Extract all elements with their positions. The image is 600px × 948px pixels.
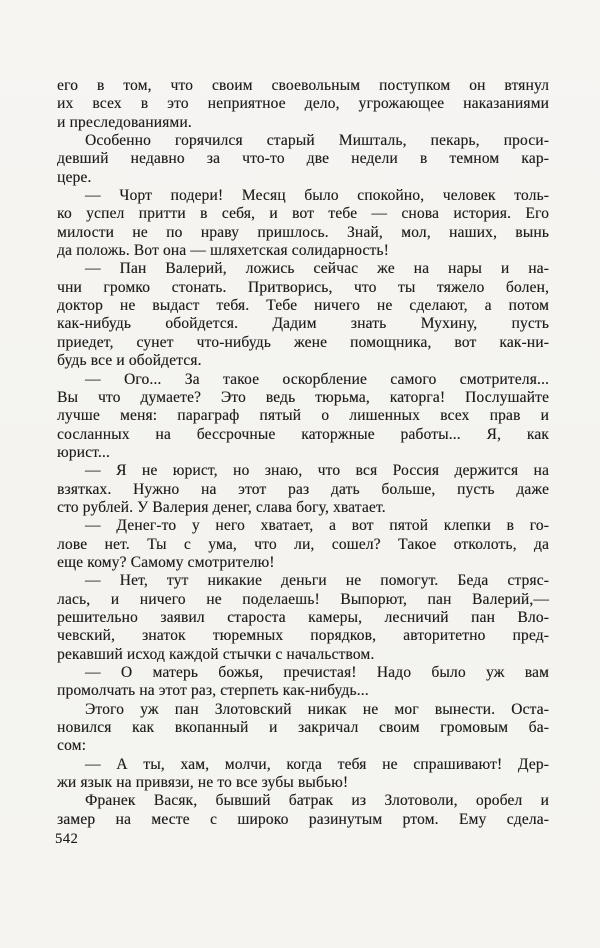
text-line: доктор не выдаст тебя. Тебе ничего не сделают, а потом	[57, 297, 549, 315]
text-line: цере.	[57, 168, 92, 186]
text-line: замер на месте с широко разинутым ртом. Ему сдела-	[57, 810, 549, 828]
text-line: — Я не юрист, но знаю, что вся Россия держится на	[85, 462, 549, 480]
text-line: — Денег-то у него хватает, а вот пятой клепки в го-	[85, 517, 549, 535]
text-line: Этого уж пан Злотовский никак не мог вынести. Оста-	[85, 700, 549, 718]
text-line: да положь. Вот она — шляхетская солидарность!	[57, 242, 389, 260]
text-line: взятках. Нужно на этот раз дать больше, пусть даже	[57, 480, 549, 498]
text-line: лучше меня: параграф пятый о лишенных всех прав и	[57, 407, 549, 425]
text-line: юрист...	[57, 443, 110, 461]
text-line: промолчать на этот раз, стерпеть как-нибудь...	[57, 682, 369, 700]
text-line: и преследованиями.	[57, 113, 192, 131]
text-line: чни громко стонать. Притворись, что ты тяжело болен,	[57, 278, 549, 296]
text-line: их всех в это неприятное дело, угрожающее наказаниями	[57, 95, 549, 113]
page-number: 542	[55, 831, 79, 847]
text-line: — Ого... За такое оскорбление самого смотрителя...	[85, 370, 549, 388]
text-line: сосланных на бессрочные каторжные работы... Я, как	[57, 425, 549, 443]
text-line: милости не по нраву пришлось. Знай, мол, наших, вынь	[57, 223, 549, 241]
text-line: Вы что думаете? Это ведь тюрьма, каторга! Послушайте	[57, 388, 549, 406]
text-line: — Нет, тут никакие деньги не помогут. Беда стряс-	[85, 572, 549, 590]
text-line: — Пан Валерий, ложись сейчас же на нары и на-	[85, 260, 549, 278]
text-line: как-нибудь обойдется. Дадим знать Мухину, пусть	[57, 315, 549, 333]
text-line: новился как вкопанный и закричал своим громовым ба-	[57, 719, 549, 737]
text-line: будь все и обойдется.	[57, 352, 202, 370]
text-line: чевский, знаток тюремных порядков, авторитетно пред-	[57, 627, 549, 645]
text-line: приедет, сунет что-нибудь жене помощника, вот как-ни-	[57, 333, 549, 351]
text-line: — О матерь божья, пречистая! Надо было уж вам	[85, 664, 549, 681]
text-line: решительно заявил староста камеры, лесничий пан Вло-	[57, 608, 549, 626]
text-line: рекавший исход каждой стычки с начальством.	[57, 645, 375, 663]
text-line: сом:	[57, 737, 87, 755]
text-line: еще кому? Самому смотрителю!	[57, 553, 275, 571]
text-line: — А ты, хам, молчи, когда тебя не спрашивают! Дер-	[85, 755, 549, 773]
text-line: — Чорт подери! Месяц было спокойно, человек толь-	[85, 187, 549, 205]
text-line: девший недавно за что-то две недели в темном кар-	[57, 150, 549, 168]
text-line: Франек Васяк, бывший батрак из Злотоволи, оробел и	[85, 792, 549, 810]
text-line: его в том, что своим своевольным поступком он втянул	[57, 77, 549, 94]
text-line: Особенно горячился старый Мишталь, пекарь, проси-	[85, 132, 549, 150]
text-line: лась, и ничего не поделаешь! Выпорют, пан Валерий,—	[57, 590, 549, 608]
text-line: жи язык на привязи, не то все зубы выбью!	[57, 774, 349, 792]
text-line: сто рублей. У Валерия денег, слава богу, хватает.	[57, 498, 386, 516]
text-line: ко успел притти в себя, и вот тебе — снова история. Его	[57, 205, 549, 223]
text-line: лове нет. Ты с ума, что ли, сошел? Такое отколоть, да	[57, 535, 549, 553]
page-text-block	[57, 77, 549, 829]
